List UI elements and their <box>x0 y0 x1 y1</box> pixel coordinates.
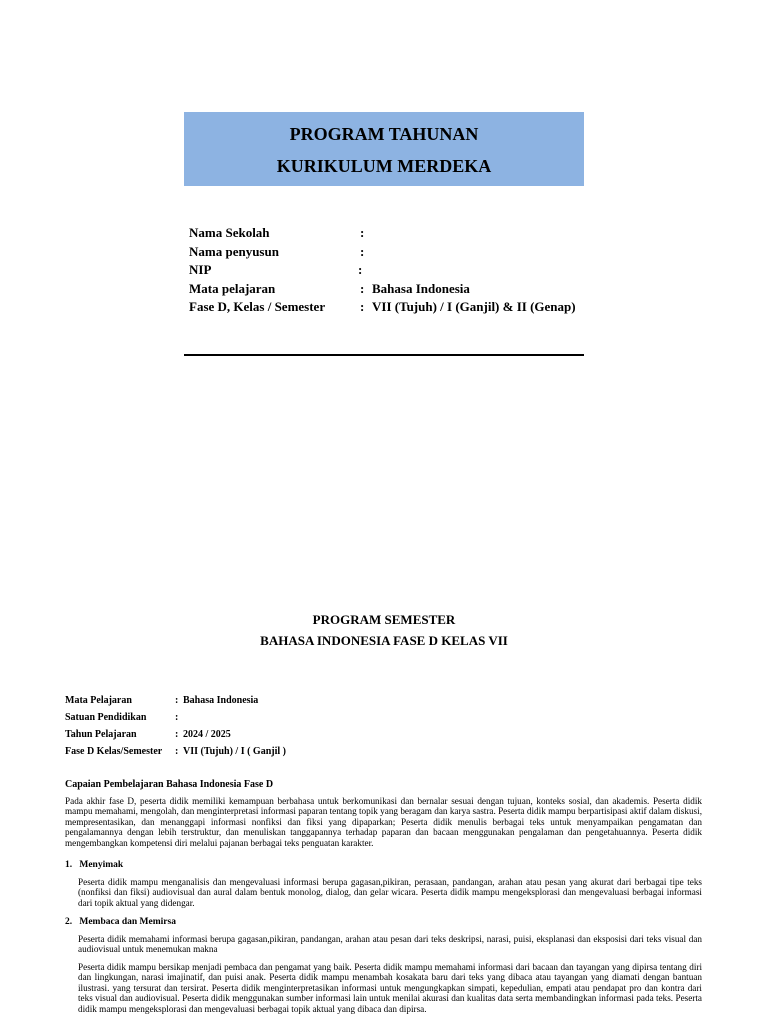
info-separator: : <box>175 729 179 740</box>
intro-paragraph: Pada akhir fase D, peserta didik memiliki kemampuan berbahasa untuk berkomunikasi dan bernalar sesuai dengan tujuan, konteks sosial, dan akademis. Peserta didik mampu memahami, mengolah, dan menginterpretasi informasi paparan tentang topik yang beragam dan karya sastra. Peserta didik mampu berpartisipasi aktif dalam diskusi, mempresentasikan, dan menanggapi informasi nonfiksi dan fiksi yang dipaparkan; Peserta didik menulis berbagai teks untuk menyampaikan pengamatan dan pengalamannya dengan lebih terstruktur, dan menuliskan tanggapannya terhadap paparan dan bacaan menggunakan pengalaman dan pengetahuannya. Peserta didik mengembangkan kompetensi diri melalui pajanan berbagai teks penguatan karakter. <box>65 796 702 848</box>
info-label: Mata pelajaran <box>189 280 276 296</box>
list-number: 1. <box>65 860 73 870</box>
info-separator: : <box>175 712 179 723</box>
list-title: Membaca dan Memirsa <box>79 917 176 927</box>
info-separator: : <box>175 695 179 706</box>
info-row-nama-penyusun <box>189 243 609 262</box>
info-label: Satuan Pendidikan <box>65 712 147 723</box>
divider-line <box>184 354 584 356</box>
info-row-tahun-pelajaran <box>65 726 465 743</box>
info-label: Tahun Pelajaran <box>65 729 137 740</box>
info-separator: : <box>175 746 179 757</box>
info-separator: : <box>358 262 363 277</box>
menyimak-paragraph: Peserta didik mampu menganalisis dan mengevaluasi informasi berupa gagasan,pikiran, perasaan, pandangan, arahan atau pesan yang akurat dari berbagai tipe teks (nonfiksi dan fiksi) audiovisual dan aural dalam bentuk monolog, dialog, dan gelar wicara. Peserta didik mampu mengeksplorasi dan mengevaluasi berbagai informasi dari topik aktual yang didengar. <box>78 877 702 908</box>
semester-info-table <box>65 692 465 760</box>
info-value: Bahasa Indonesia <box>372 280 470 296</box>
info-separator: : <box>360 243 365 259</box>
list-heading-membaca-memirsa <box>65 916 176 928</box>
info-row-nip <box>189 261 609 280</box>
info-row-mata-pelajaran <box>65 692 465 709</box>
list-title: Menyimak <box>79 860 124 870</box>
info-label: Nama penyusun <box>189 243 279 259</box>
semester-title: PROGRAM SEMESTER <box>312 612 456 627</box>
membaca-paragraph-1: Peserta didik memahami informasi berupa gagasan,pikiran, pandangan, arahan atau pesan dari teks deskripsi, narasi, puisi, eksplanasi dan eksposisi dari teks visual dan audiovisual untuk menemukan makna <box>78 934 702 955</box>
title-line-2: KURIKULUM MERDEKA <box>276 156 492 176</box>
info-value: VII (Tujuh) / I (Ganjil) & II (Genap) <box>372 299 576 314</box>
info-row-fase-kelas-semester <box>189 298 609 317</box>
info-value: Bahasa Indonesia <box>183 695 259 706</box>
title-line-1: PROGRAM TAHUNAN <box>289 124 479 144</box>
info-row-nama-sekolah <box>189 224 609 243</box>
info-value: 2024 / 2025 <box>183 729 231 740</box>
membaca-paragraph-2: Peserta didik mampu bersikap menjadi pembaca dan pengamat yang baik. Peserta didik mampu memahami informasi dari bacaan dan tayangan yang dipirsa tentang diri dan lingkungan, narasi imajinatif, dan puisi anak. Peserta didik mampu menambah kosakata baru dari teks yang dibaca atau tayangan yang diamati dengan bantuan ilustrasi. yang tersurat dan tersirat. Peserta didik menginterpretasikan informasi untuk mengungkapkan simpati, kepedulian, empati atau pendapat pro dan kontra dari teks visual dan audiovisual. Peserta didik menggunakan sumber informasi lain untuk menilai akurasi dan kualitas data serta membandingkan informasi pada teks. Peserta didik mampu mengeksplorasi dan mengevaluasi berbagai topik aktual yang dibaca dan dipirsa. <box>78 962 702 1014</box>
info-label: Fase D Kelas/Semester <box>65 746 163 757</box>
list-heading-menyimak <box>65 859 123 871</box>
info-label: Fase D, Kelas / Semester <box>189 299 326 314</box>
info-label: Nama Sekolah <box>189 225 270 240</box>
section-heading: Capaian Pembelajaran Bahasa Indonesia Fase D <box>65 779 274 790</box>
info-label: NIP <box>189 262 212 277</box>
info-value: VII (Tujuh) / I ( Ganjil ) <box>183 746 286 757</box>
info-separator: : <box>360 299 365 314</box>
title-banner <box>184 112 584 186</box>
info-row-satuan-pendidikan <box>65 709 465 726</box>
info-separator: : <box>360 225 365 240</box>
info-separator: : <box>360 280 365 296</box>
list-number: 2. <box>65 917 73 927</box>
semester-subtitle: BAHASA INDONESIA FASE D KELAS VII <box>260 633 508 648</box>
info-label: Mata Pelajaran <box>65 695 132 706</box>
info-row-mata-pelajaran <box>189 280 609 299</box>
cover-info-table <box>189 224 609 317</box>
info-row-fase-kelas-semester <box>65 743 465 760</box>
